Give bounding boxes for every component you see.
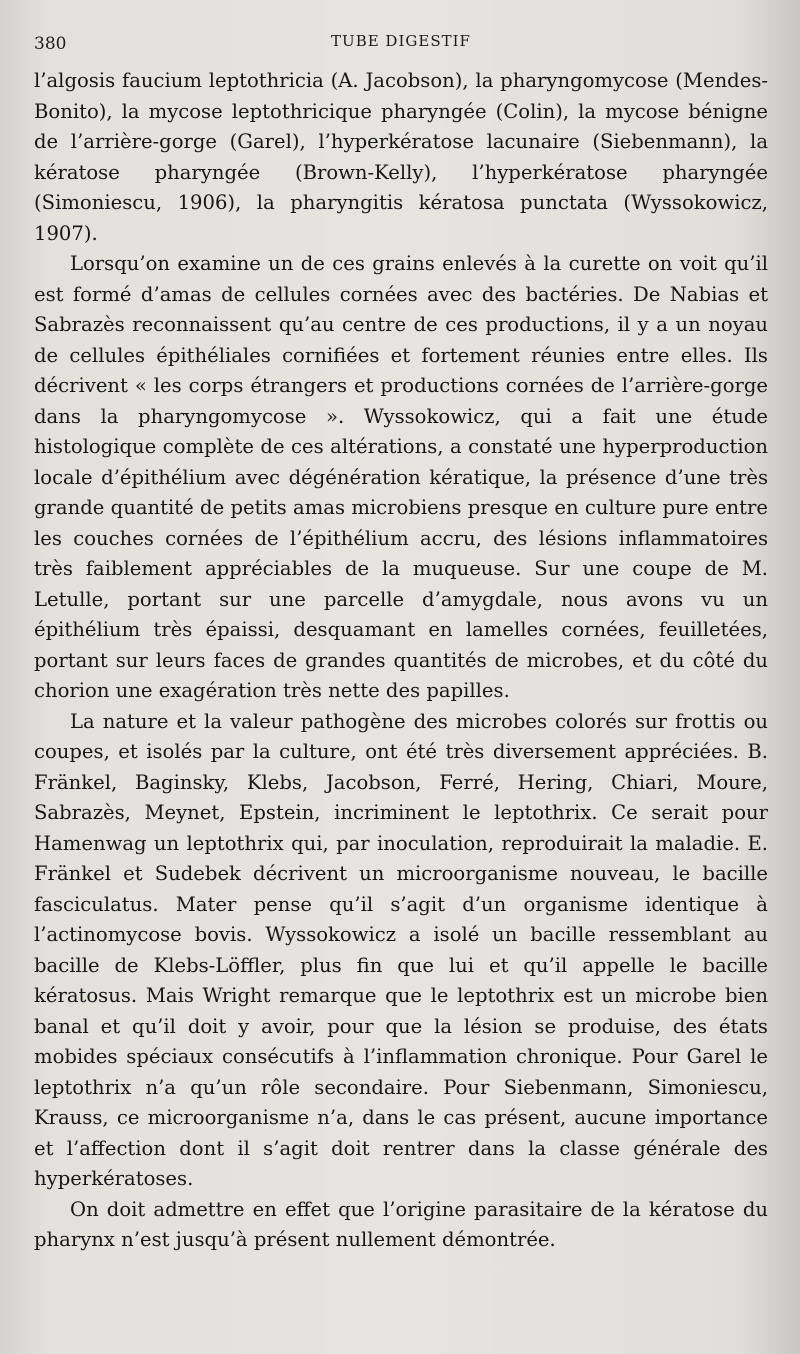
paragraph-microbes: La nature et la valeur pathogène des microbes colorés sur frottis ou coupes, et isolés par la culture, ont été très diversement appréciées. B. Fränkel, Baginsky, Klebs, Jacobson, Ferré, Hering, Chiari, Moure, Sabrazès, Meynet, Epstein, incriminent le leptothrix. Ce serait pour Hamenwag un leptothrix qui, par inoculation, reproduirait la maladie. E. Fränkel et Sudebek décrivent un microorganisme nouveau, le bacille fasciculatus. Mater pense qu’il s’agit d’un organisme identique à l’actinomycose bovis. Wyssokowicz a isolé un bacille ressemblant au bacille de Klebs-Löffler, plus fin que lui et qu’il appelle le bacille kératosus. Mais Wright remarque que le leptothrix est un microbe bien banal et qu’il doit y avoir, pour que la lésion se produise, des états mobides spéciaux consécutifs à l’inflammation chronique. Pour Garel le leptothrix n’a qu’un rôle secondaire. Pour Siebenmann, Simoniescu, Krauss, ce microorganisme n’a, dans le cas présent, aucune importance et l’affection dont il s’agit doit rentrer dans la classe générale des hyperkératoses. [34, 709, 768, 1190]
paragraph-conclusion: On doit admettre en effet que l’origine parasitaire de la kératose du pharynx n’est jusqu’à présent nullement démontrée. [34, 1197, 768, 1251]
page-number: 380 [34, 34, 67, 54]
running-title: TUBE DIGESTIF [331, 32, 471, 50]
page-header [34, 30, 768, 60]
paragraph-examination: Lorsqu’on examine un de ces grains enlevés à la curette on voit qu’il est formé d’amas de cellules cornées avec des bactéries. De Nabias et Sabrazès reconnaissent qu’au centre de ces productions, il y a un noyau de cellules épithéliales cornifiées et fortement réunies entre elles. Ils décrivent « les corps étrangers et productions cornées de l’arrière-gorge dans la pharyngomycose ». Wyssokowicz, qui a fait une étude histologique complète de ces altérations, a constaté une hyperproduction locale d’épithélium avec dégénération kératique, la présence d’une très grande quantité de petits amas microbiens presque en culture pure entre les couches cornées de l’épithélium accru, des lésions inflammatoires très faiblement appréciables de la muqueuse. Sur une coupe de M. Letulle, portant sur une parcelle d’amygdale, nous avons vu un épithélium très épaissi, desquamant en lamelles cornées, feuilletées, portant sur leurs faces de grandes quantités de microbes, et du côté du chorion une exagération très nette des papilles. [34, 252, 768, 702]
paragraph-continuation: l’algosis faucium leptothricia (A. Jacobson), la pharyngomycose (Mendes-Bonito), la mycose leptothricique pharyngée (Colin), la mycose bénigne de l’arrière-gorge (Garel), l’hyperkératose lacunaire (Siebenmann), la kératose pharyngée (Brown-Kelly), l’hyperkératose pharyngée (Simoniescu, 1906), la pharyngitis kératosa punctata (Wyssokowicz, 1907). [34, 69, 768, 245]
body-text [34, 66, 768, 1256]
